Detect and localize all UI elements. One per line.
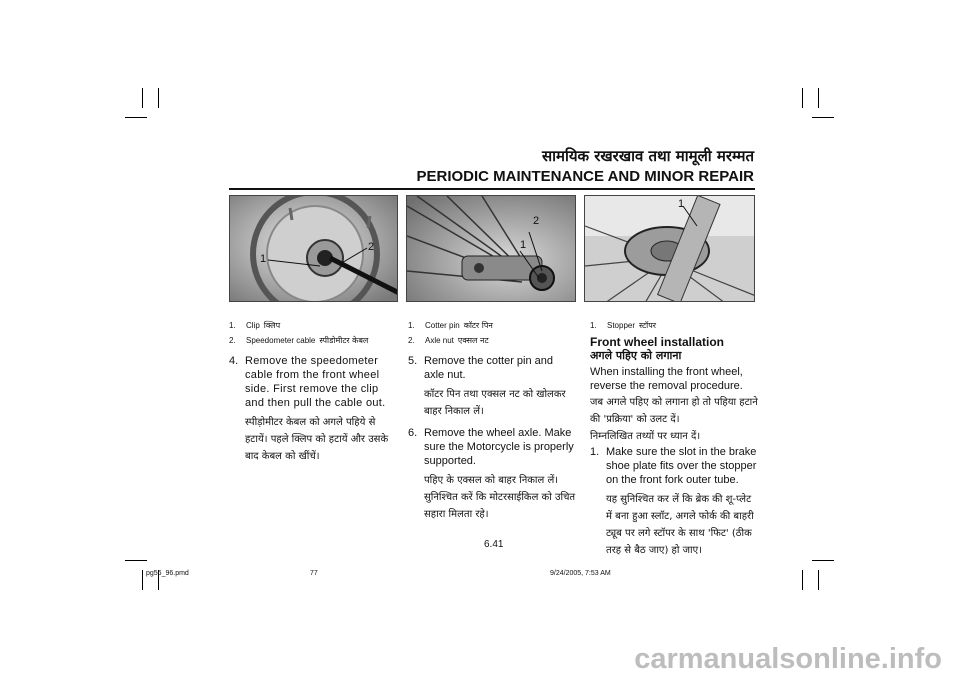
page-title: PERIODIC MAINTENANCE AND MINOR REPAIR bbox=[416, 168, 754, 185]
crop-mark bbox=[142, 570, 143, 590]
crop-mark bbox=[158, 88, 159, 108]
column-2 bbox=[408, 318, 576, 523]
crop-mark bbox=[802, 88, 803, 108]
caption-axle-nut bbox=[408, 333, 576, 348]
page-number: 6.41 bbox=[484, 539, 504, 550]
caption-hi: कॉटर पिन bbox=[463, 321, 493, 330]
photo1-callout-2: 2 bbox=[368, 241, 375, 253]
photo1-callout-1: 1 bbox=[260, 253, 267, 265]
caption-number: 1. bbox=[229, 321, 236, 330]
step-4 bbox=[229, 354, 399, 465]
caption-number: 1. bbox=[590, 321, 597, 330]
footer-page: 77 bbox=[310, 570, 318, 577]
caption-clip bbox=[229, 318, 399, 333]
step-number: 4. bbox=[229, 355, 239, 367]
caption-en: Axle nut bbox=[425, 336, 454, 345]
intro-text: When installing the front wheel, reverse the removal procedure. bbox=[590, 366, 743, 392]
crop-mark bbox=[802, 570, 803, 590]
caption-en: Speedometer cable bbox=[246, 336, 316, 345]
photo-speedometer-cable bbox=[229, 195, 398, 302]
crop-mark bbox=[812, 560, 834, 561]
photo2-callout-1: 1 bbox=[520, 239, 527, 251]
caption-en: Stopper bbox=[607, 321, 636, 330]
step-text-hindi: कॉटर पिन तथा एक्सल नट को खोलकर बाहर निकाल लें। bbox=[424, 389, 566, 417]
step-6 bbox=[408, 426, 576, 523]
caption-hi: एक्सल नट bbox=[457, 336, 489, 345]
crop-mark bbox=[142, 88, 143, 108]
section-title: Front wheel installation bbox=[590, 335, 725, 349]
photo-stopper bbox=[584, 195, 755, 302]
crop-mark bbox=[818, 570, 819, 590]
page-title-hindi: सामयिक रखरखाव तथा मामूली मरम्मत bbox=[541, 147, 754, 165]
intro-text-hindi: जब अगले पहिए को लगाना हो तो पहिया हटाने की 'प्रक्रिया' को उलट दें। bbox=[590, 397, 758, 425]
caption-stopper bbox=[590, 318, 758, 333]
caption-hi: स्टॉपर bbox=[639, 321, 657, 330]
step-text: Remove the speedometer cable from the front wheel side. First remove the clip and then pull the cable out. bbox=[245, 355, 386, 409]
step-text-hindi: यह सुनिश्चित कर लें कि ब्रेक की शू-प्लेट में बना हुआ स्लॉट, अगले फोर्क की बाहरी ट्यूब पर लगे स्टॉपर के साथ 'फिट' (ठीक तरह से बैठ जाए) हो जाए। bbox=[606, 494, 754, 556]
caption-hi: स्पीडोमीटर केबल bbox=[319, 336, 369, 345]
crop-mark bbox=[125, 560, 147, 561]
crop-mark bbox=[818, 88, 819, 108]
step-text: Remove the cotter pin and axle nut. bbox=[424, 355, 554, 381]
step-number: 6. bbox=[408, 427, 418, 439]
step-text: Remove the wheel axle. Make sure the Motorcycle is properly supported. bbox=[424, 427, 574, 467]
step-text-hindi: पहिए के एक्सल को बाहर निकाल लें। सुनिश्चित करें कि मोटरसाईकिल को उचित सहारा मिलता रहे। bbox=[424, 475, 576, 520]
caption-hi: क्लिप bbox=[263, 321, 281, 330]
column-1 bbox=[229, 318, 399, 465]
note-text-hindi: निम्नलिखित तथ्यों पर ध्यान दें। bbox=[590, 431, 701, 442]
step-text: Make sure the slot in the brake shoe plate fits over the stopper on the front fork outer tube. bbox=[606, 446, 757, 486]
step-text-hindi: स्पीड़ोमीटर केबल को अगले पहिये से हटायें। पहले क्लिप को हटायें और उसके बाद केबल को खींचें। bbox=[245, 417, 389, 462]
column-3 bbox=[590, 318, 758, 559]
caption-number: 2. bbox=[229, 336, 236, 345]
step-1 bbox=[590, 445, 758, 559]
caption-number: 2. bbox=[408, 336, 415, 345]
caption-en: Cotter pin bbox=[425, 321, 460, 330]
photo2-callout-2: 2 bbox=[533, 215, 540, 227]
watermark: carmanualsonline.info bbox=[634, 643, 942, 675]
step-number: 1. bbox=[590, 446, 600, 458]
section-title-hindi: अगले पहिए को लगाना bbox=[590, 349, 682, 362]
photo-cotter-pin-axle-nut bbox=[406, 195, 576, 302]
step-5 bbox=[408, 354, 576, 420]
header-rule bbox=[229, 188, 755, 190]
footer-filename: pg56_96.pmd bbox=[146, 570, 189, 577]
photo3-callout-1: 1 bbox=[678, 198, 685, 210]
step-number: 5. bbox=[408, 355, 418, 367]
footer-timestamp: 9/24/2005, 7:53 AM bbox=[550, 570, 611, 577]
caption-number: 1. bbox=[408, 321, 415, 330]
crop-mark bbox=[812, 117, 834, 118]
crop-mark bbox=[125, 117, 147, 118]
caption-speedometer-cable bbox=[229, 333, 399, 348]
caption-en: Clip bbox=[246, 321, 260, 330]
caption-cotter-pin bbox=[408, 318, 576, 333]
